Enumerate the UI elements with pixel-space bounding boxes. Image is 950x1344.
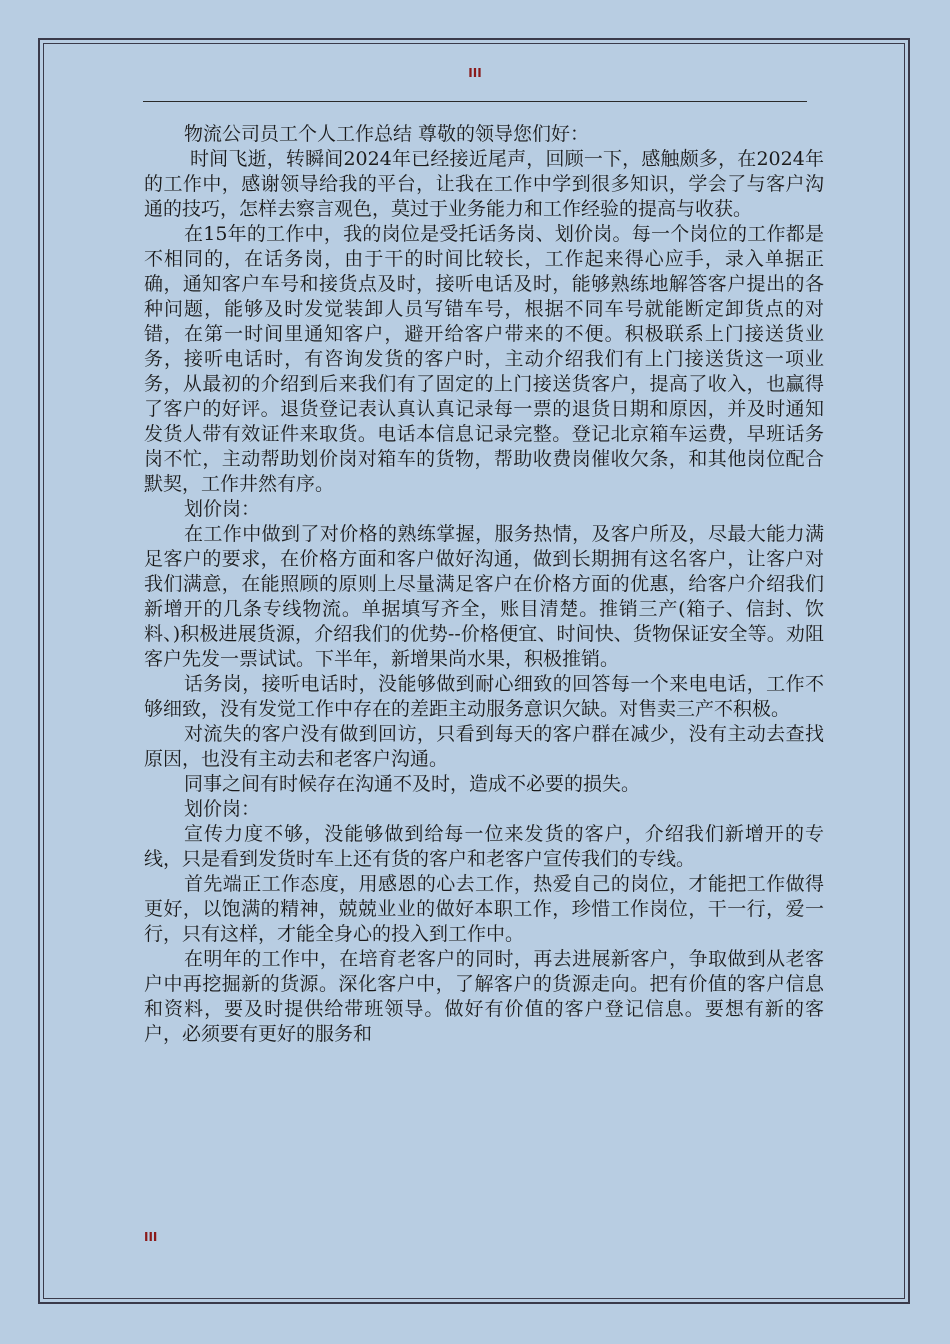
section-heading: 划价岗：: [184, 498, 261, 520]
paragraph: 首先端正工作态度，用感恩的心去工作，热爱自己的岗位，才能把工作做得更好，以饱满的精神，兢兢业业的做好本职工作，珍惜工作岗位，干一行，爱一行，只有这样，才能全身心的投入到工作中。: [144, 873, 824, 945]
section-heading: 划价岗：: [184, 798, 261, 820]
paragraph: 话务岗，接听电话时，没能够做到耐心细致的回答每一个来电电话，工作不够细致，没有发觉工作中存在的差距主动服务意识欠缺。对售卖三产不积极。: [144, 673, 824, 720]
paragraph: 宣传力度不够，没能够做到给每一位来发货的客户，介绍我们新增开的专线，只是看到发货时车上还有货的客户和老客户宣传我们的专线。: [144, 823, 824, 870]
paragraph: 时间飞逝，转瞬间2024年已经接近尾声，回顾一下，感触颇多，在2024年的工作中，感谢领导给我的平台，让我在工作中学到很多知识，学会了与客户沟通的技巧，怎样去察言观色，莫过于业务能力和工作经验的提高与收获。: [144, 148, 824, 220]
header-mark: III: [468, 66, 482, 80]
paragraph: 在工作中做到了对价格的熟练掌握，服务热情，及客户所及，尽最大能力满足客户的要求，在价格方面和客户做好沟通，做到长期拥有这名客户，让客户对我们满意，在能照顾的原则上尽量满足客户在价格方面的优惠，给客户介绍我们新增开的几条专线物流。单据填写齐全，账目清楚。推销三产(箱子、信封、饮料、)积极进展货源，介绍我们的优势--价格便宜、时间快、货物保证安全等。劝阻客户先发一票试试。下半年，新增果尚水果，积极推销。: [144, 523, 824, 670]
paragraph: 在15年的工作中，我的岗位是受托话务岗、划价岗。每一个岗位的工作都是不相同的，在话务岗，由于干的时间比较长，工作起来得心应手，录入单据正确，通知客户车号和接货点及时，接听电话及时，能够熟练地解答客户提出的各种问题，能够及时发觉装卸人员写错车号，根据不同车号就能断定卸货点的对错，在第一时间里通知客户，避开给客户带来的不便。积极联系上门接送货业务，接听电话时，有咨询发货的客户时，主动介绍我们有上门接送货这一项业务，从最初的介绍到后来我们有了固定的上门接送货客户，提高了收入，也赢得了客户的好评。退货登记表认真认真记录每一票的退货日期和原因，并及时通知发货人带有效证件来取货。电话本信息记录完整。登记北京箱车运费，早班话务岗不忙，主动帮助划价岗对箱车的货物，帮助收费岗催收欠条，和其他岗位配合默契，工作井然有序。: [144, 223, 824, 495]
document-body: [144, 122, 824, 1047]
footer-mark: III: [144, 1230, 158, 1244]
paragraph: 对流失的客户没有做到回访，只看到每天的客户群在减少，没有主动去查找原因，也没有主动去和老客户沟通。: [144, 723, 824, 770]
paragraph-title: 物流公司员工个人工作总结 尊敬的领导您们好：: [184, 123, 590, 145]
header-rule: [143, 101, 807, 102]
paragraph: 同事之间有时候存在沟通不及时，造成不必要的损失。: [184, 773, 641, 795]
paragraph: 在明年的工作中，在培育老客户的同时，再去进展新客户，争取做到从老客户中再挖掘新的货源。深化客户中，了解客户的货源走向。把有价值的客户信息和资料，要及时提供给带班领导。做好有价值的客户登记信息。要想有新的客户，必须要有更好的服务和: [144, 948, 824, 1045]
